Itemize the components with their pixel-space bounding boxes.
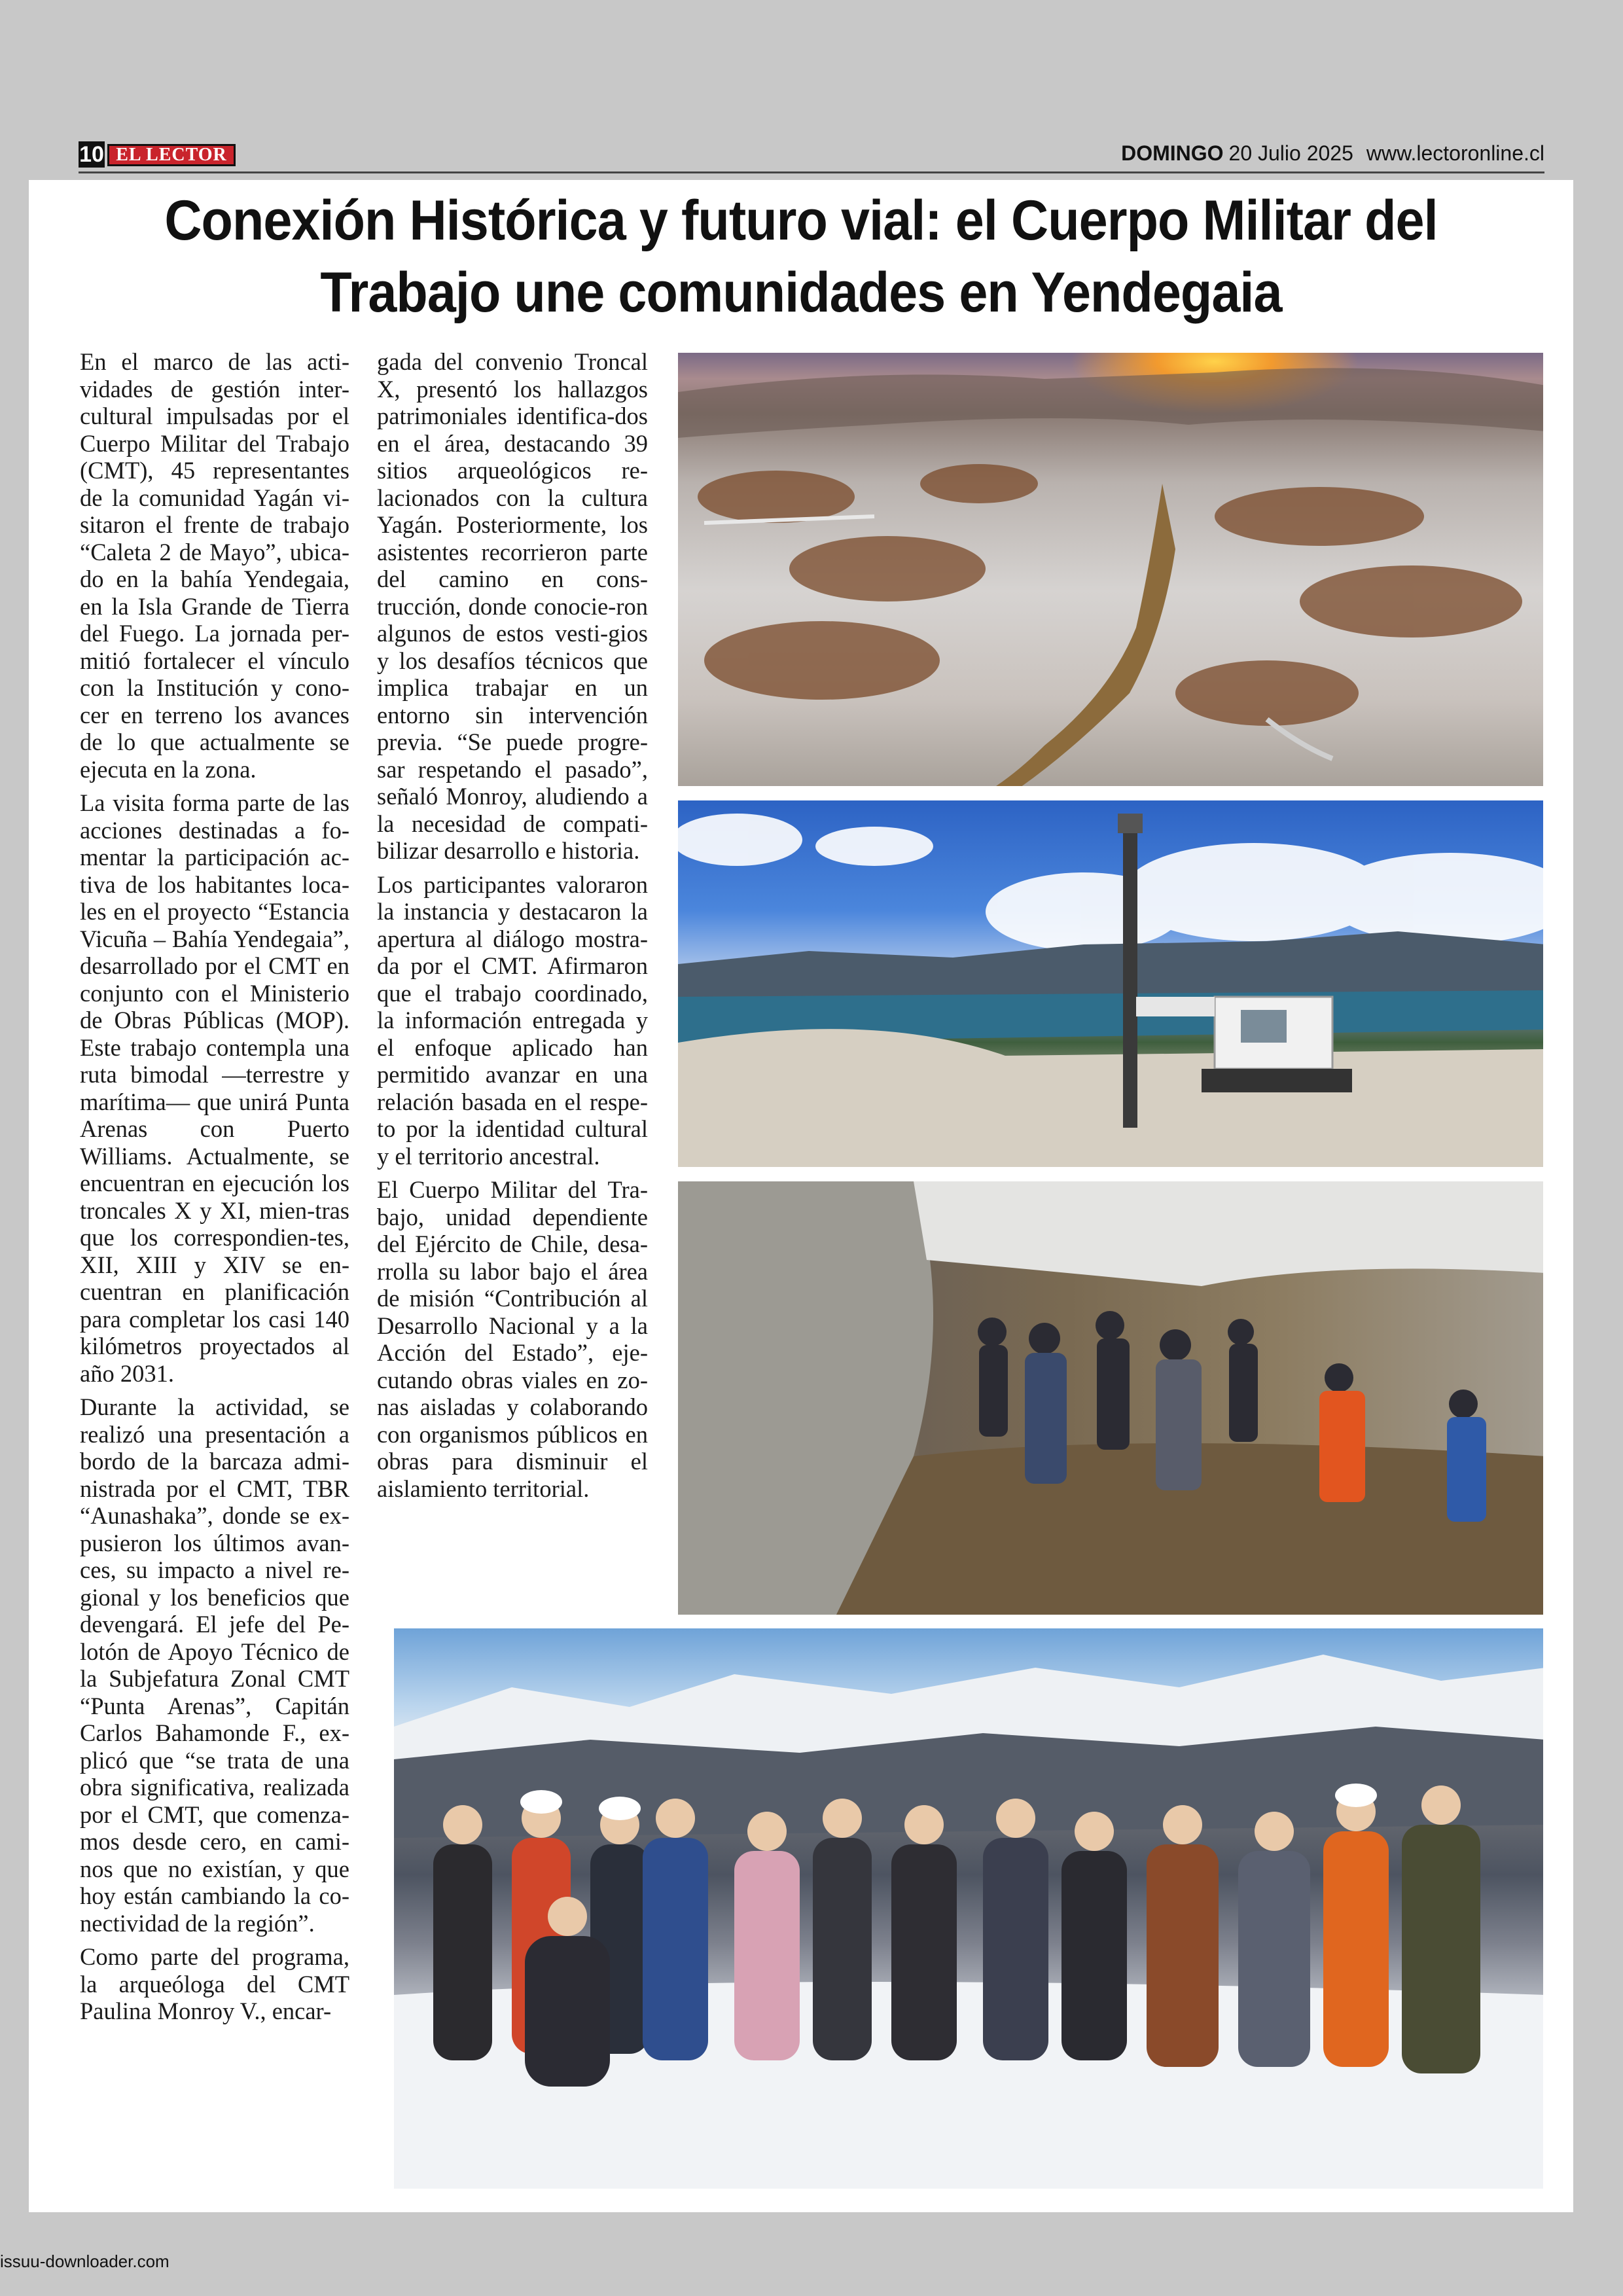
paragraph: Los participantes valoraron la instancia y destacaron la apertura al diálogo mostra-da por el CMT. Afirmaron que el trabajo coordinado, la información entregada y el enfoque aplicado han permitido avanzar en una relación basada en el respe-to por la identidad cultural y el territorio ancestral.: [377, 870, 648, 1170]
header-divider: [79, 171, 1544, 173]
group-portrait-graphic: [394, 1628, 1544, 2190]
page-header: [79, 140, 1544, 170]
newspaper-logo: EL LECTOR: [107, 144, 236, 166]
headline-line-2: Trabajo une comunidades en Yendegaia: [320, 261, 1282, 324]
drilling-rig-graphic: [678, 800, 1544, 1168]
header-dateline: [1121, 141, 1544, 166]
footer-source: issuu-downloader.com: [0, 2251, 169, 2271]
paragraph: gada del convenio Troncal X, presentó los hallazgos patrimoniales identifica-dos en el área, destacando 39 sitios arqueológicos re-lacionados con la cultura Yagán. Posteriormente, los asistentes recorrieron parte del camino en cons-trucción, donde conocie-ron algunos de estos vesti-gios y los desafíos técnicos que implica trabajar en un entorno sin intervención previa. “Se puede progre-sar respetando el pasado”, señaló Monroy, aludiendo a la necesidad de compati-bilizar desarrollo e historia.: [377, 348, 648, 864]
photo-drilling-rig: [677, 799, 1544, 1168]
article-column-2: [377, 348, 648, 1509]
header-website-link[interactable]: www.lectoronline.cl: [1366, 141, 1544, 165]
paragraph: Durante la actividad, se realizó una presentación a bordo de la barcaza admi-nistrada por el CMT, TBR “Aunashaka”, donde se ex-pusieron los últimos avan-ces, su impacto a nivel re-gional y los beneficios que devengará. El jefe del Pe-lotón de Apoyo Técnico de la Subjefatura Zonal CMT “Punta Arenas”, Capitán Carlos Bahamonde F., ex-plicó que “se trata de una obra significativa, realizada por el CMT, que comenza-mos desde cero, en cami-nos que no existían, y que hoy están cambiando la co-nectividad de la región”.: [80, 1393, 349, 1937]
trail-group-graphic: [678, 1181, 1544, 1616]
paragraph: La visita forma parte de las acciones destinadas a fo-mentar la participación ac-tiva de los habitantes loca-les en el proyecto “Estancia Vicuña – Bahía Yendegaia”, desarrollado por el CMT en conjunto con el Ministerio de Obras Públicas (MOP). Este trabajo contempla una ruta bimodal —terrestre y marítima— que unirá Punta Arenas con Puerto Williams. Actualmente, se encuentran en ejecución los troncales X y XI, mien-tras que los correspondien-tes, XII, XIII y XIV se en-cuentran en planificación para completar los casi 140 kilómetros proyectados al año 2031.: [80, 789, 349, 1387]
header-day: DOMINGO: [1121, 141, 1224, 165]
article-column-1: [80, 348, 349, 2032]
aerial-valley-graphic: [678, 353, 1544, 787]
article-headline: [90, 185, 1511, 329]
header-date: 20 Julio 2025: [1228, 141, 1353, 165]
photo-trail-group: [677, 1180, 1544, 1616]
paragraph: Como parte del programa, la arqueóloga del CMT Paulina Monroy V., encar-: [80, 1943, 349, 2024]
paragraph: En el marco de las acti-vidades de gestión inter-cultural impulsadas por el Cuerpo Militar del Trabajo (CMT), 45 representantes de la comunidad Yagán vi-sitaron el frente de trabajo “Caleta 2 de Mayo”, ubica-do en la bahía Yendegaia, en la Isla Grande de Tierra del Fuego. La jornada per-mitió fortalecer el vínculo con la Institución y cono-cer en terreno los avances de lo que actualmente se ejecuta en la zona.: [80, 348, 349, 783]
photo-aerial-valley-road: [677, 351, 1544, 787]
headline-line-1: Conexión Histórica y futuro vial: el Cuerpo Militar del: [164, 189, 1438, 252]
page-number: 10: [79, 142, 104, 167]
photo-group-portrait: [393, 1627, 1544, 2190]
paragraph: El Cuerpo Militar del Tra-bajo, unidad dependiente del Ejército de Chile, desa-rrolla su labor bajo el área de misión “Contribución al Desarrollo Nacional y a la Acción del Estado”, eje-cutando obras viales en zo-nas aisladas y colaborando con organismos públicos en obras para disminuir el aislamiento territorial.: [377, 1176, 648, 1502]
